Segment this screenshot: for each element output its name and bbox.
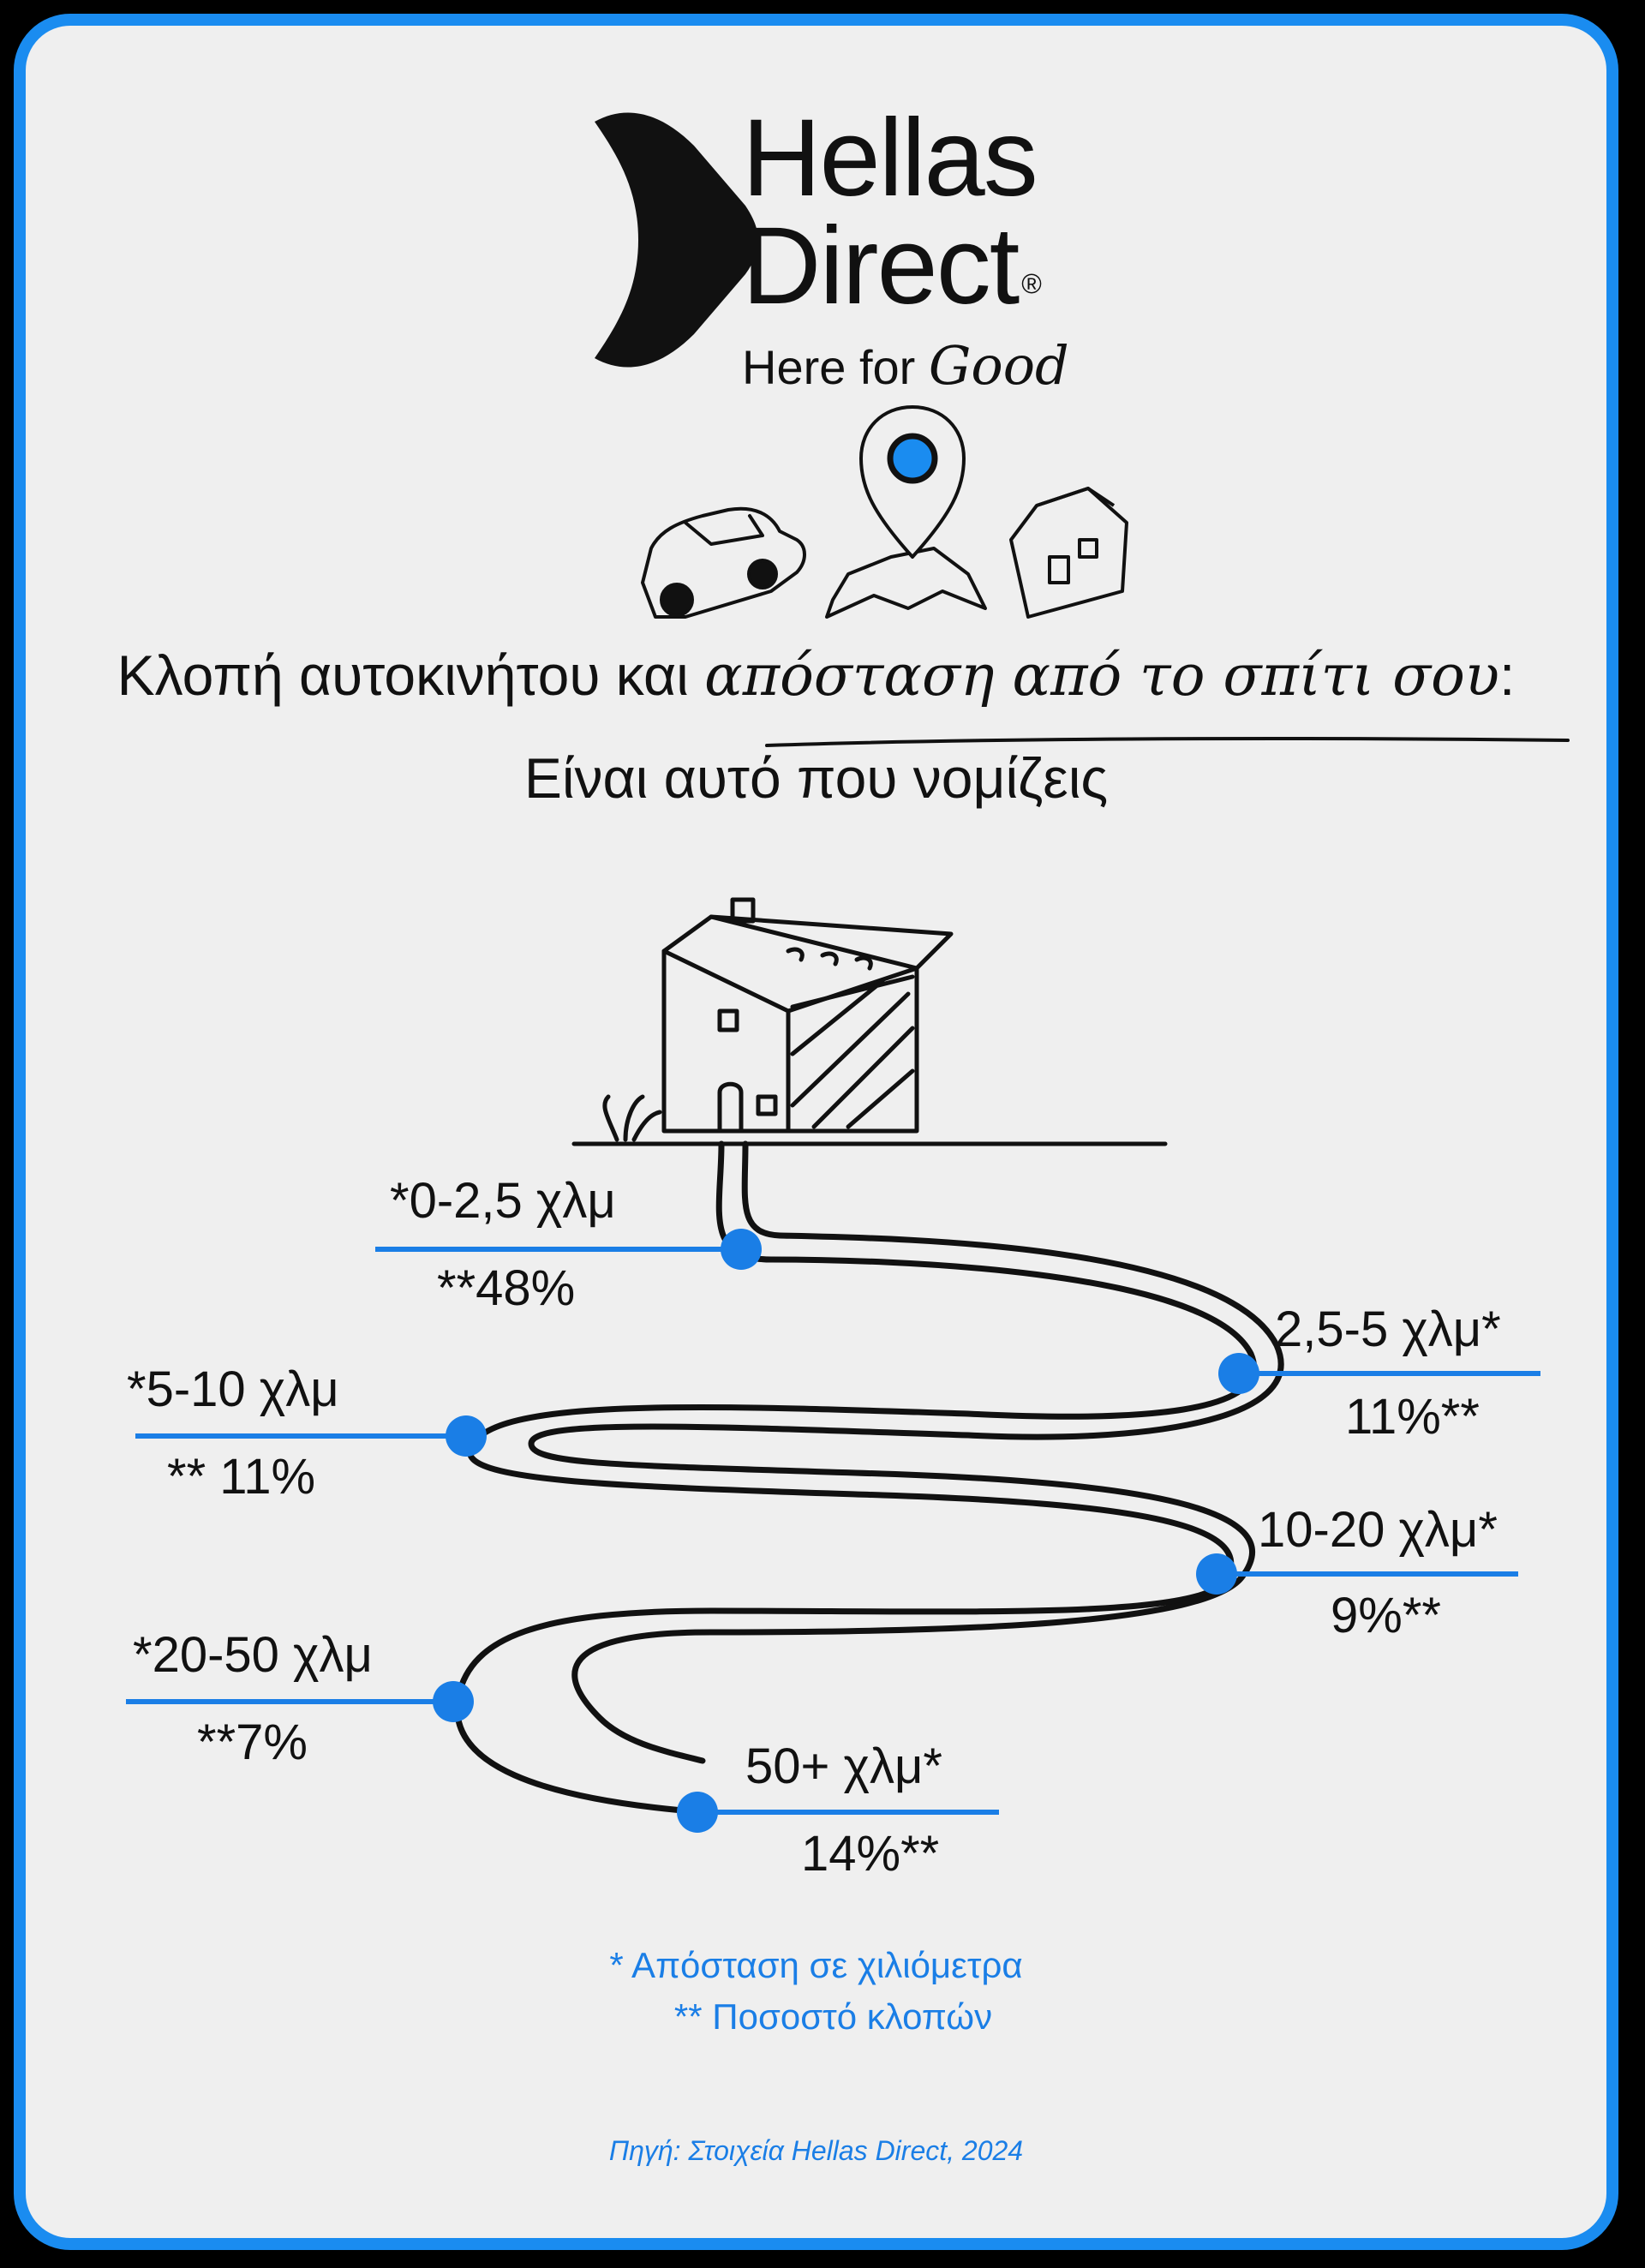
distance-label-50-plus: 50+ χλμ* [745, 1738, 942, 1794]
car-icon [643, 509, 805, 617]
brand-tagline: Here for Good [742, 334, 1069, 397]
marker-dot-0-2-5 [721, 1229, 762, 1270]
main-house-icon [574, 900, 1165, 1144]
infographic-frame [14, 14, 1618, 2250]
distance-label-0-2-5: *0-2,5 χλμ [390, 1173, 616, 1229]
headline-underline [767, 739, 1568, 745]
percent-label-2-5-5: 11%** [1345, 1389, 1480, 1445]
registered-mark: ® [1021, 268, 1040, 299]
percent-label-0-2-5: **48% [437, 1260, 576, 1316]
tagline-script: Good [928, 334, 1069, 397]
brand-logo-icon [595, 112, 758, 367]
winding-road [458, 1144, 1282, 1812]
percent-label-20-50: **7% [197, 1714, 308, 1770]
brand-name [742, 97, 1040, 327]
percent-label-50-plus: 14%** [801, 1826, 940, 1882]
headline-highlight: απόσταση από το σπίτι σου [704, 643, 1499, 709]
brand-name-line1: Hellas [742, 97, 1037, 219]
marker-dot-50-plus [677, 1792, 718, 1833]
source-credit: Πηγή: Στοιχεία Hellas Direct, 2024 [608, 2135, 1024, 2166]
percent-label-10-20: 9%** [1331, 1588, 1441, 1643]
map-pin-icon [827, 407, 985, 617]
distance-label-5-10: *5-10 χλμ [127, 1361, 339, 1417]
marker-dot-5-10 [446, 1415, 487, 1457]
marker-dot-2-5-5 [1218, 1353, 1259, 1394]
marker-dot-20-50 [433, 1681, 474, 1722]
note-percent: ** Ποσοστό κλοπών [673, 1996, 993, 2037]
distance-label-10-20: 10-20 χλμ* [1258, 1502, 1498, 1558]
distance-label-2-5-5: 2,5-5 χλμ* [1275, 1302, 1501, 1357]
marker-dot-10-20 [1196, 1553, 1237, 1595]
brand-name-line2: Direct ® [742, 205, 1040, 327]
note-distance: * Απόσταση σε χιλιόμετρα [609, 1945, 1023, 1985]
distance-label-20-50: *20-50 χλμ [133, 1627, 373, 1683]
headline-line2: Είναι αυτό που νομίζεις [523, 746, 1109, 810]
house-icon [1011, 488, 1127, 617]
percent-label-5-10: ** 11% [167, 1449, 316, 1505]
headline-line1: Κλοπή αυτοκινήτου και απόσταση από το σπίτι σου: [117, 643, 1516, 709]
